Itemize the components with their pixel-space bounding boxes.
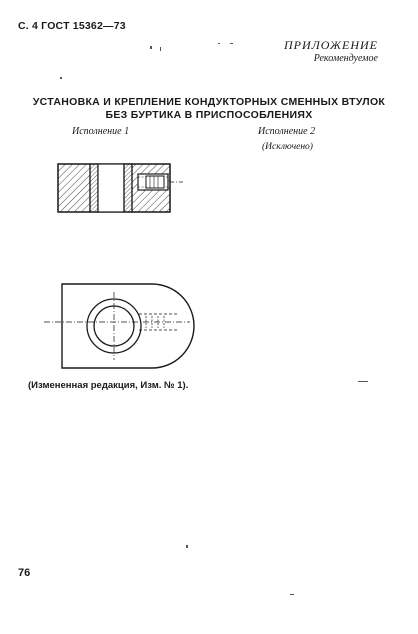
scan-speck — [186, 545, 188, 548]
edition-note: (Измененная редакция, Изм. № 1). — [28, 380, 189, 391]
document-title-line-2: БЕЗ БУРТИКА В ПРИСПОСОБЛЕНИЯХ — [105, 109, 313, 121]
scan-speck — [358, 381, 368, 382]
scan-speck — [150, 46, 152, 49]
section-bushing-wall-left — [90, 164, 98, 212]
page-number: 76 — [18, 567, 31, 579]
document-title-line-1: УСТАНОВКА И КРЕПЛЕНИЕ КОНДУКТОРНЫХ СМЕННЫХ ВТУЛОК — [32, 96, 386, 108]
appendix-title: ПРИЛОЖЕНИЕ — [284, 38, 378, 52]
scan-speck — [230, 43, 233, 44]
section-screw — [146, 176, 164, 188]
scan-speck — [290, 594, 294, 595]
scan-speck — [60, 77, 62, 79]
section-bushing-wall-right — [124, 164, 132, 212]
page-reference: С. 4 ГОСТ 15362—73 — [18, 20, 126, 32]
plan-drawing — [40, 278, 200, 374]
variant-1-label: Исполнение 1 — [72, 126, 130, 137]
appendix-subtitle: Рекомендуемое — [313, 53, 378, 64]
section-bore — [98, 164, 124, 212]
scan-speck — [218, 43, 220, 44]
variant-2-note: (Исключено) — [262, 142, 313, 152]
scan-speck — [160, 47, 161, 51]
section-body-left — [58, 164, 90, 212]
document-title — [0, 96, 418, 122]
plan-plate-outline — [62, 284, 194, 368]
section-drawing — [50, 158, 190, 218]
variant-2-label: Исполнение 2 — [258, 126, 316, 137]
